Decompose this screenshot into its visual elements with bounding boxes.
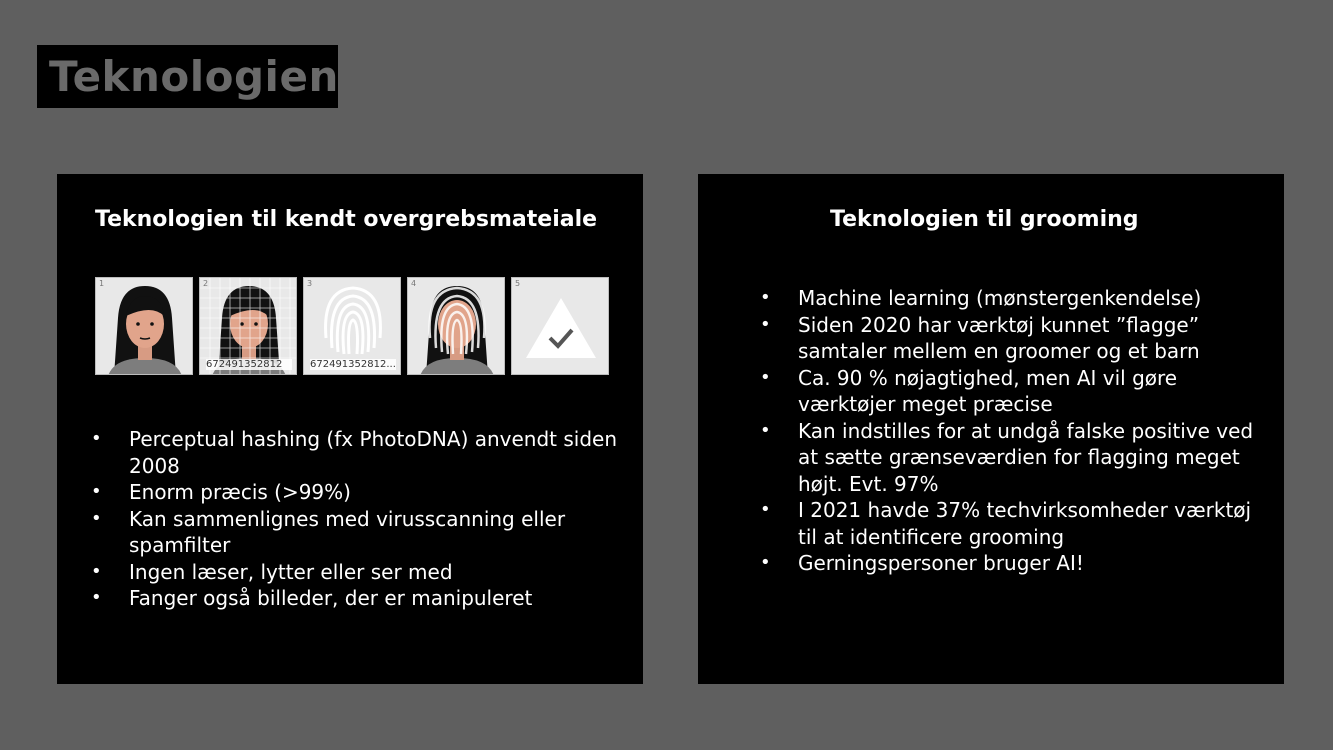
bullet-item: • Ca. 90 % nøjagtighed, men AI vil gøre værktøjer meget præcise [760,365,1270,418]
match-check-image [511,277,609,375]
right-bullet-list [760,285,1270,577]
bullet-item: • Siden 2020 har værktøj kunnet ”flagge” samtaler mellem en groomer og et barn [760,312,1270,365]
fingerprint-image [303,277,401,375]
bullet-item: • Machine learning (mønstergenkendelse) [760,285,1270,312]
bullet-item: • Perceptual hashing (fx PhotoDNA) anvendt siden 2008 [91,426,631,479]
slide-title-box [37,45,338,108]
slide-title: Teknologien [49,52,339,101]
face-image [95,277,193,375]
step-number: 4 [411,279,417,288]
step-number: 2 [203,279,209,288]
step-number: 1 [99,279,105,288]
face-fingerprint-image [407,277,505,375]
left-panel-heading: Teknologien til kendt overgrebsmateiale [95,207,598,232]
bullet-item: • Fanger også billeder, der er manipuleret [91,585,631,612]
face-grid-image [199,277,297,375]
bullet-item: • Ingen læser, lytter eller ser med [91,559,631,586]
bullet-item: • Kan sammenlignes med virusscanning eller spamfilter [91,506,631,559]
left-bullet-list [91,426,631,612]
right-panel-heading: Teknologien til grooming [830,207,1139,232]
step-number: 5 [515,279,521,288]
hash-value: 672491352812 [206,359,292,370]
bullet-item: • Enorm præcis (>99%) [91,479,631,506]
hashing-process-strip [95,277,609,377]
right-panel [698,174,1284,684]
step-number: 3 [307,279,313,288]
bullet-item: • Gerningspersoner bruger AI! [760,550,1270,577]
hash-value: 672491352812... [310,359,396,370]
bullet-item: • Kan indstilles for at undgå falske positive ved at sætte grænseværdien for flagging meget højt. Evt. 97% [760,418,1270,498]
bullet-item: • I 2021 havde 37% techvirksomheder værktøj til at identificere grooming [760,497,1270,550]
left-panel [57,174,643,684]
